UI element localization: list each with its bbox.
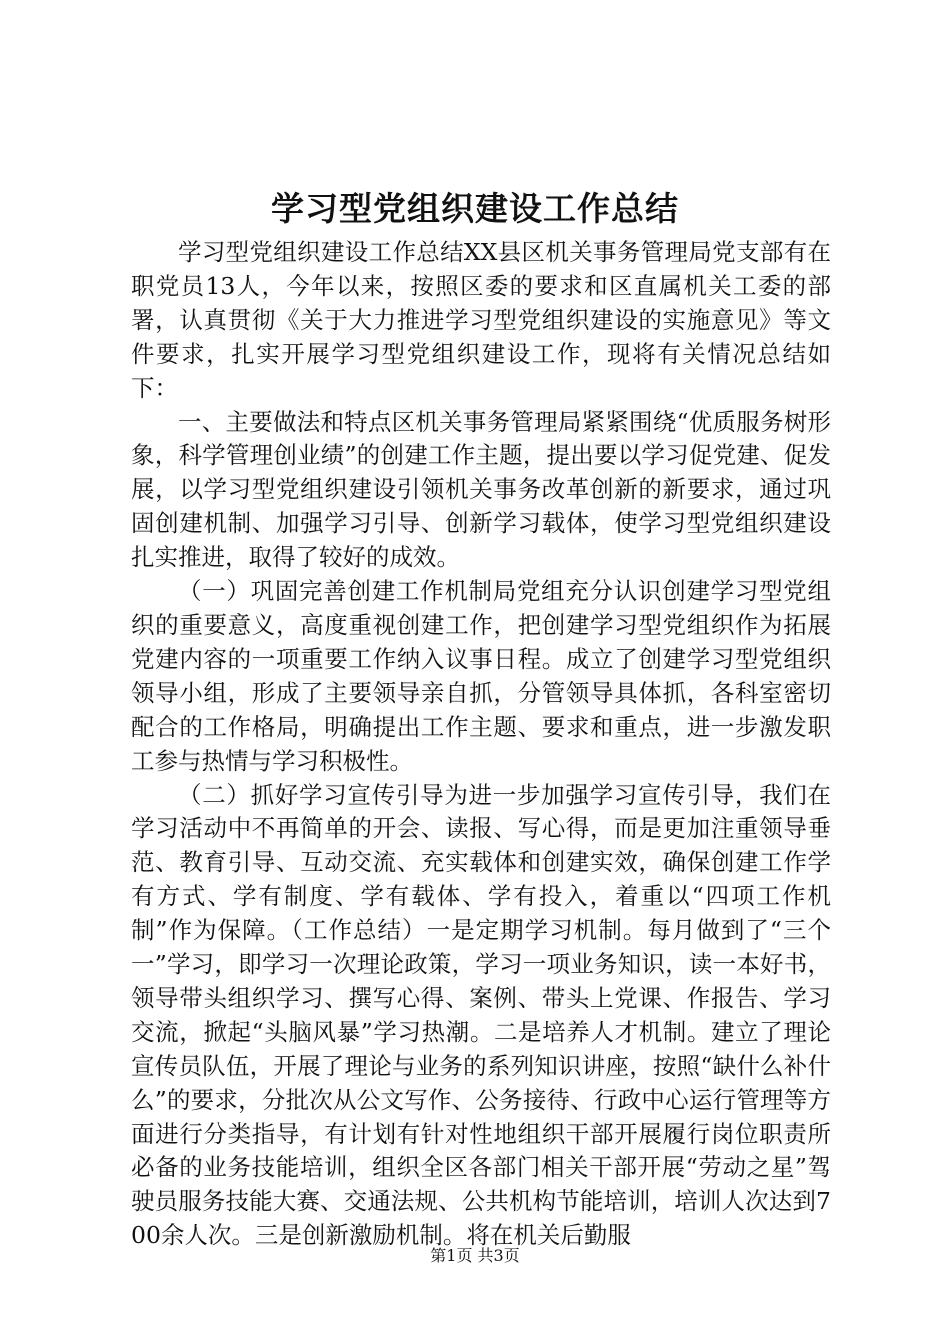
paragraph-section-one: 一、主要做法和特点区机关事务管理局紧紧围绕“优质服务树形象，科学管理创业绩”的创建工作主题，提出要以学习促党建、促发展，以学习型党组织建设引领机关事务改革创新的新要求，通过巩固创建机制、加强学习引导、创新学习载体，使学习型党组织建设扎实推进，取得了较好的成效。 <box>131 407 831 572</box>
paragraph-subsection-two: （二）抓好学习宣传引导为进一步加强学习宣传引导，我们在学习活动中不再简单的开会、读报、写心得，而是更加注重领导垂范、教育引导、互动交流、充实载体和创建实效，确保创建工作学有方式、学有制度、学有载体、学有投入，着重以“四项工作机制”作为保障。（工作总结）一是定期学习机制。每月做到了“三个一”学习，即学习一次理论政策，学习一项业务知识，读一本好书，领导带头组织学习、撰写心得、案例、带头上党课、作报告、学习交流，掀起“头脑风暴”学习热潮。二是培养人才机制。建立了理论宣传员队伍，开展了理论与业务的系列知识讲座，按照“缺什么补什么”的要求，分批次从公文写作、公务接待、行政中心运行管理等方面进行分类指导，有计划有针对性地组织干部开展履行岗位职责所必备的业务技能培训，组织全区各部门相关干部开展“劳动之星”驾驶员服务技能大赛、交通法规、公共机构节能培训，培训人次达到700余人次。三是创新激励机制。将在机关后勤服 <box>131 780 831 1250</box>
document-body <box>131 236 831 1253</box>
paragraph-intro: 学习型党组织建设工作总结XX县区机关事务管理局党支部有在职党员13人，今年以来，按照区委的要求和区直属机关工委的部署，认真贯彻《关于大力推进学习型党组织建设的实施意见》等文件要求，扎实开展学习型党组织建设工作，现将有关情况总结如下： <box>131 238 831 402</box>
page-number-footer: 第1页 共3页 <box>430 1246 520 1265</box>
document-title: 学习型党组织建设工作总结 <box>271 189 679 228</box>
paragraph-subsection-one: （一）巩固完善创建工作机制局党组充分认识创建学习型党组织的重要意义，高度重视创建工作，把创建学习型党组织作为拓展党建内容的一项重要工作纳入议事日程。成立了创建学习型党组织领导小组，形成了主要领导亲自抓，分管领导具体抓，各科室密切配合的工作格局，明确提出工作主题、要求和重点，进一步激发职工参与热情与学习积极性。 <box>131 577 831 775</box>
